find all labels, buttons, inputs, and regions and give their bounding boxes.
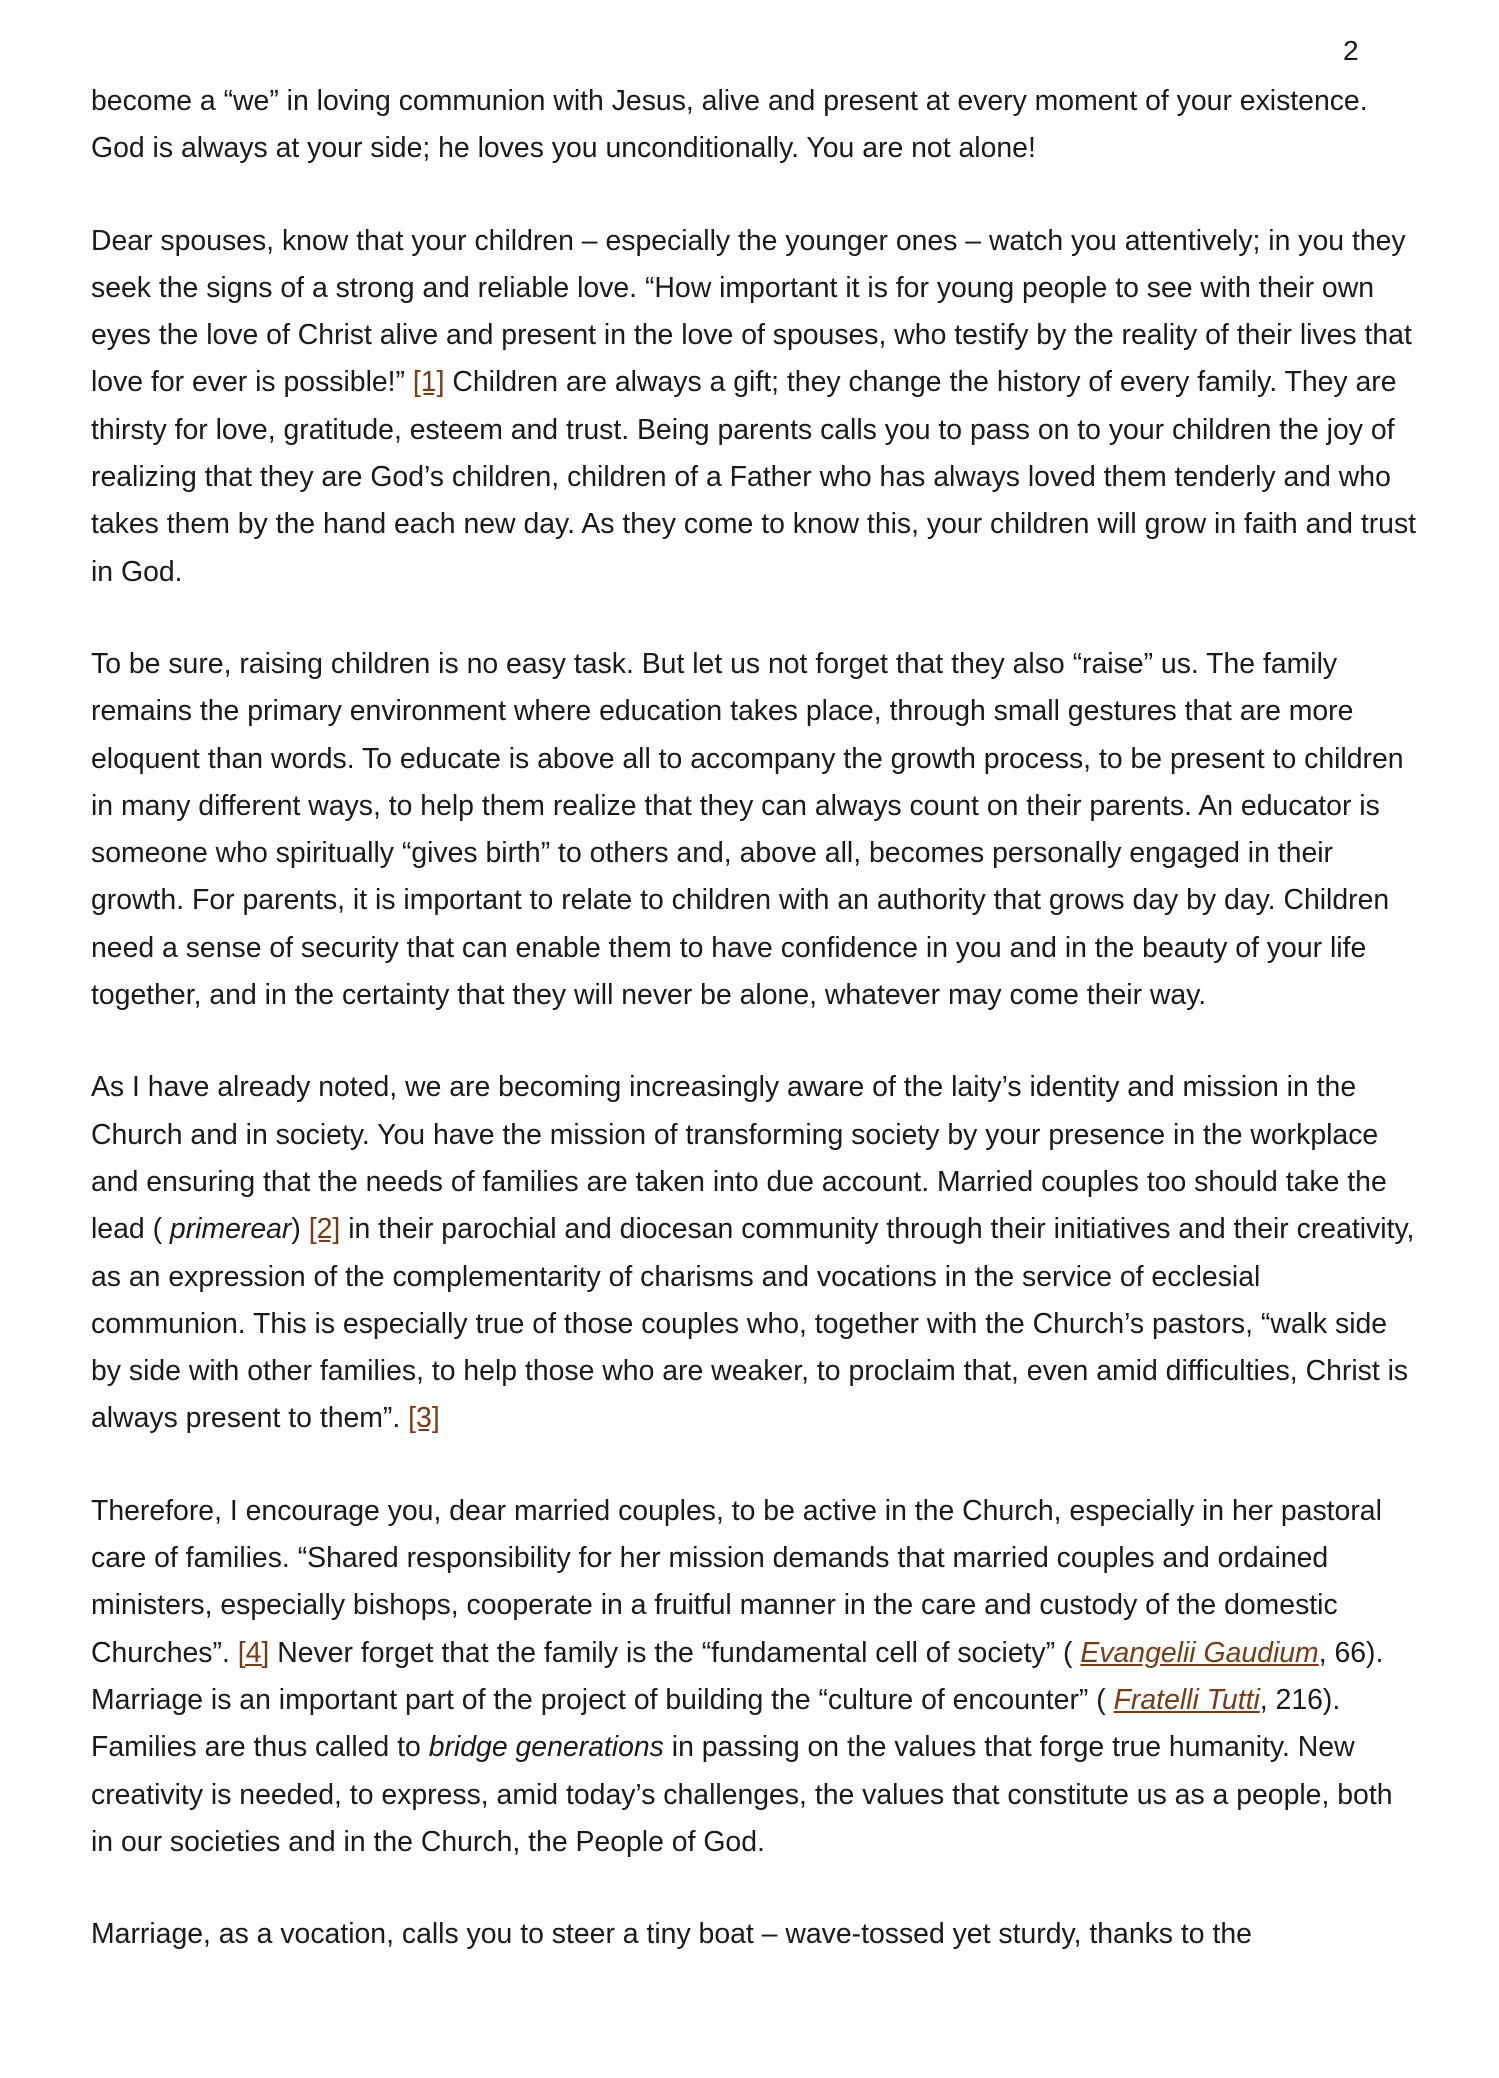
text-run: , 66). Marriage is an important part of the project of building the “culture of encounter” ( <box>91 1636 1384 1716</box>
footnote-link-1[interactable]: [1] <box>412 366 445 399</box>
footnote-link-4[interactable]: [4] <box>237 1636 270 1669</box>
text-run: in passing on the values that forge true humanity. New creativity is needed, to express, amid today’s challenges, the values that constitute us as a people, both in our societies and in the Church, the People of God. <box>91 1731 1393 1858</box>
evangelii-gaudium-link[interactable]: Evangelii Gaudium <box>1080 1636 1319 1669</box>
text-run: Children are always a gift; they change the history of every family. They are thirsty for love, gratitude, esteem and trust. Being parents calls you to pass on to your children the joy of realizing that they are God’s children, children of a Father who has always loved them tenderly and who takes them by the hand each new day. As they come to know this, your children will grow in faith and trust in God. <box>91 366 1417 588</box>
paragraph <box>91 78 1421 173</box>
text-run: To be sure, raising children is no easy task. But let us not forget that they also “raise” us. The family remains the primary environment where education takes place, through small gestures that are more eloquent than words. To educate is above all to accompany the growth process, to be present to children in many different ways, to help them realize that they can always count on their parents. An educator is someone who spiritually “gives birth” to others and, above all, becomes personally engaged in their growth. For parents, it is important to relate to children with an authority that grows day by day. Children need a sense of security that can enable them to have confidence in you and in the beauty of your life together, and in the certainty that they will never be alone, whatever may come their way. <box>91 647 1404 1012</box>
page-number: 2 <box>1343 35 1359 66</box>
emphasis-text: bridge generations <box>428 1731 664 1764</box>
fratelli-tutti-link[interactable]: Fratelli Tutti <box>1113 1683 1260 1716</box>
paragraph <box>91 218 1421 596</box>
emphasis-text: primerear <box>169 1213 292 1246</box>
text-run: Dear spouses, know that your children – especially the younger ones – watch you attentively; in you they seek the signs of a strong and reliable love. “How important it is for young people to see with their own eyes the love of Christ alive and present in the love of spouses, who testify by the reality of their lives that love for ever is possible!” <box>91 224 1412 399</box>
paragraph <box>91 1064 1421 1442</box>
text-run: Therefore, I encourage you, dear married couples, to be active in the Church, especially in her pastoral care of families. “Shared responsibility for her mission demands that married couples and ordained ministers, especially bishops, cooperate in a fruitful manner in the care and custody of the domestic Churches”. <box>91 1494 1382 1669</box>
paragraph <box>91 1911 1421 1958</box>
footnote-link-2[interactable]: [2] <box>308 1213 341 1246</box>
text-run: become a “we” in loving communion with Jesus, alive and present at every moment of your existence. God is always at your side; he loves you unconditionally. You are not alone! <box>91 85 1368 165</box>
paragraph <box>91 641 1421 1019</box>
footnote-link-3[interactable]: [3] <box>408 1402 440 1435</box>
text-run: ) <box>291 1213 309 1246</box>
text-run: in their parochial and diocesan community through their initiatives and their creativity, as an expression of the complementarity of charisms and vocations in the service of ecclesial communion. This is especially true of those couples who, together with the Church’s pastors, “walk side by side with other families, to help those who are weaker, to proclaim that, even amid difficulties, Christ is always present to them”. <box>91 1213 1415 1435</box>
text-run: , 216). Families are thus called to <box>91 1683 1341 1764</box>
text-run: As I have already noted, we are becoming increasingly aware of the laity’s identity and mission in the Church and in society. You have the mission of transforming society by your presence in the workplace and ensuring that the needs of families are taken into due account. Married couples too should take the lead ( <box>91 1071 1387 1246</box>
paragraph <box>91 1488 1421 1866</box>
text-run: Never forget that the family is the “fundamental cell of society” ( <box>269 1636 1081 1669</box>
text-run: Marriage, as a vocation, calls you to steer a tiny boat – wave-tossed yet sturdy, thanks to the <box>91 1918 1252 1951</box>
document-body <box>91 78 1421 1958</box>
